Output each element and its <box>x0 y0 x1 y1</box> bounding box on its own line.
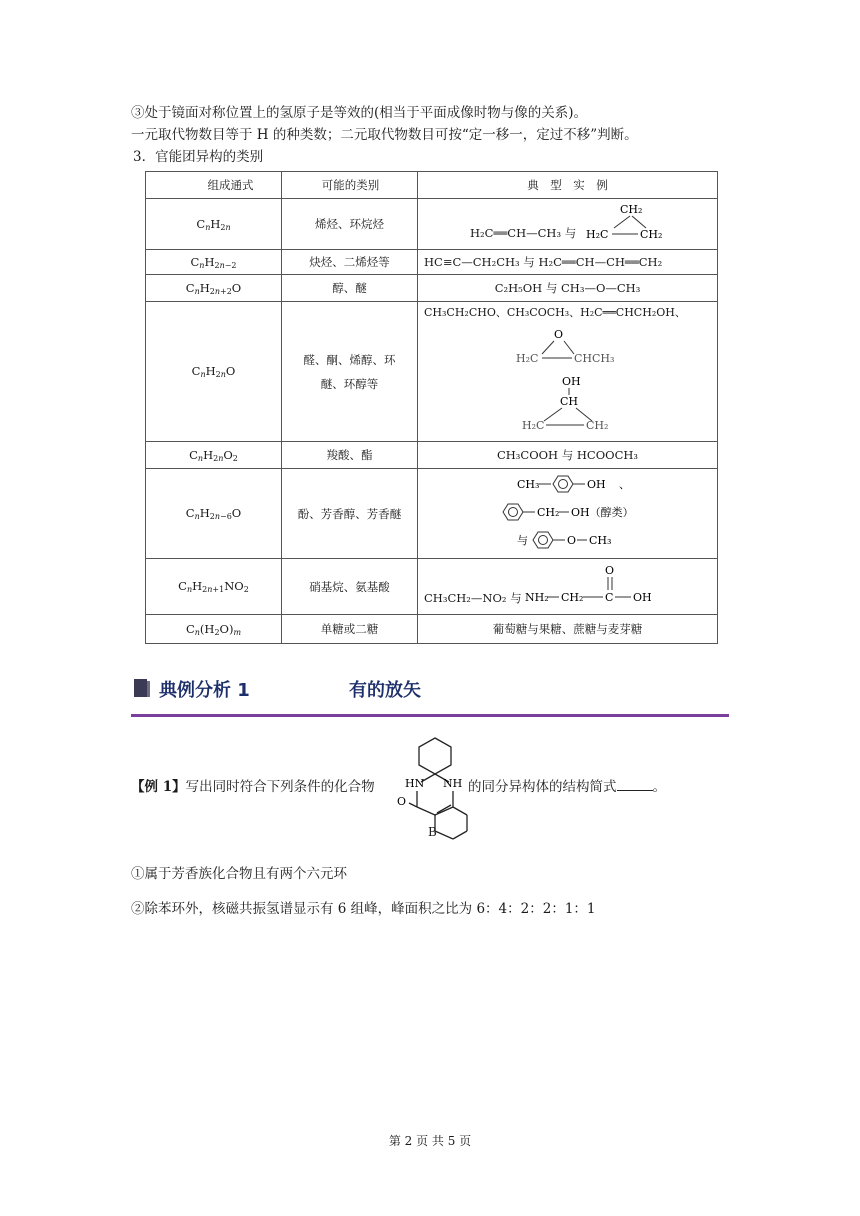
section-header <box>131 676 729 717</box>
svg-text:OH: OH <box>586 478 606 491</box>
svg-text:、: 、 <box>618 478 630 491</box>
intro-line-2: 一元取代物数目等于 H 的种类数；二元取代物数目可按“定一移一，定过不移”判断。 <box>131 127 638 143</box>
intro-line-3: 3．官能团异构的类别 <box>133 149 264 165</box>
svg-text:CH₃: CH₃ <box>516 478 539 491</box>
cyclopropanol-icon <box>424 373 714 435</box>
header-example: 典 型 实 例 <box>418 172 718 199</box>
table-row <box>146 275 718 302</box>
answer-blank[interactable] <box>617 790 653 791</box>
svg-text:OH: OH <box>633 590 652 604</box>
example-1-line-cont <box>468 775 666 795</box>
formula-cell: $C_nH_{2n}O_2$ <box>146 442 282 469</box>
svg-text:H₂C: H₂C <box>522 419 545 432</box>
compound-label: B <box>428 825 437 839</box>
condition-2: ②除苯环外，核磁共振氢谱显示有 6 组峰，峰面积之比为 6：4：2：2：1：1 <box>131 901 596 917</box>
class-cell: 醛、酮、烯醇、环醚、环醇等 <box>282 302 418 442</box>
formula-cell: $C_nH_{2n}$ <box>146 199 282 250</box>
page-footer: 第 2 页 共 5 页 <box>388 1134 472 1148</box>
svg-text:OH: OH <box>562 375 581 388</box>
book-icon <box>133 678 151 698</box>
class-cell: 醇、醚 <box>282 275 418 302</box>
svg-text:CHCH₃: CHCH₃ <box>574 352 615 365</box>
svg-text:OH（醇类）: OH（醇类） <box>570 506 634 519</box>
svg-text:O: O <box>605 563 615 577</box>
svg-text:HN: HN <box>405 777 425 790</box>
table-row <box>146 615 718 644</box>
svg-text:NH: NH <box>443 777 463 790</box>
class-cell: 烯烃、环烷烃 <box>282 199 418 250</box>
svg-text:NH₂: NH₂ <box>525 590 549 604</box>
table-row <box>146 250 718 275</box>
example-cell: C₂H₅OH 与 CH₃—O—CH₃ <box>418 275 718 302</box>
example-label: 【例 1】 <box>131 779 186 795</box>
svg-text:C: C <box>605 590 614 604</box>
svg-text:H₂C: H₂C <box>516 352 539 365</box>
formula-cell: $C_nH_{2n-6}O$ <box>146 469 282 559</box>
example-cell <box>418 199 718 250</box>
svg-text:与: 与 <box>516 534 528 547</box>
example-1-line <box>131 775 375 795</box>
svg-text:CH₂: CH₂ <box>639 228 663 241</box>
example-text-after: 的同分异构体的结构简式 <box>468 779 617 795</box>
example-cell <box>418 469 718 559</box>
svg-text:CH: CH <box>560 395 579 408</box>
section-title: 典例分析 1 <box>159 680 250 701</box>
section-subtitle: 有的放矢 <box>349 680 421 701</box>
example-text-end: 。 <box>652 779 666 795</box>
svg-text:O: O <box>566 534 576 547</box>
svg-text:CH₂: CH₂ <box>586 419 609 432</box>
class-cell: 炔烃、二烯烃等 <box>282 250 418 275</box>
formula-cell: $C_nH_{2n+2}O$ <box>146 275 282 302</box>
example-cell: CH₃COOH 与 HCOOCH₃ <box>418 442 718 469</box>
table-row <box>146 442 718 469</box>
svg-text:CH₂: CH₂ <box>561 590 584 604</box>
glycine-icon <box>525 563 675 611</box>
header-class: 可能的类别 <box>282 172 418 199</box>
compound-b-structure-icon <box>397 733 477 841</box>
class-cell: 单糖或二糖 <box>282 615 418 644</box>
svg-text:H₂C: H₂C <box>585 228 609 241</box>
example-text: CH₃CH₂CHO、CH₃COCH₃、H₂C══CHCH₂OH、 <box>424 306 686 319</box>
example-text: H₂C══CH—CH₃ 与 <box>470 226 577 240</box>
example-cell: 葡萄糖与果糖、蔗糖与麦芽糖 <box>418 615 718 644</box>
table-header-row <box>146 172 718 199</box>
table-row <box>146 559 718 615</box>
svg-text:O: O <box>397 795 407 808</box>
example-cell <box>418 302 718 442</box>
header-formula: 组成通式 <box>146 172 282 199</box>
table-row <box>146 302 718 442</box>
example-cell <box>418 559 718 615</box>
class-cell: 酚、芳香醇、芳香醚 <box>282 469 418 559</box>
class-cell: 硝基烷、氨基酸 <box>282 559 418 615</box>
example-text-before: 写出同时符合下列条件的化合物 <box>185 779 375 795</box>
formula-cell: $C_nH_{2n-2}$ <box>146 250 282 275</box>
isomer-table <box>145 171 718 644</box>
example-cell: HC≡C—CH₂CH₃ 与 H₂C══CH—CH══CH₂ <box>418 250 718 275</box>
table-row <box>146 199 718 250</box>
svg-text:O: O <box>554 328 564 341</box>
example-text: CH₃CH₂—NO₂ 与 <box>424 590 522 605</box>
intro-line-1: ③处于镜面对称位置上的氢原子是等效的(相当于平面成像时物与像的关系)。 <box>131 105 588 121</box>
condition-1: ①属于芳香族化合物且有两个六元环 <box>131 866 347 882</box>
formula-cell: $C_nH_{2n}O$ <box>146 302 282 442</box>
formula-cell: $C_n(H_2O)_m$ <box>146 615 282 644</box>
svg-text:CH₂: CH₂ <box>536 506 559 519</box>
aromatic-examples-icon <box>419 469 717 555</box>
class-cell: 羧酸、酯 <box>282 442 418 469</box>
formula-cell: $C_nH_{2n+1}NO_2$ <box>146 559 282 615</box>
epoxide-icon <box>424 320 714 370</box>
svg-text:CH₃: CH₃ <box>588 534 611 547</box>
svg-text:CH₂: CH₂ <box>619 203 643 216</box>
table-row <box>146 469 718 559</box>
cyclopropane-icon <box>580 202 666 246</box>
